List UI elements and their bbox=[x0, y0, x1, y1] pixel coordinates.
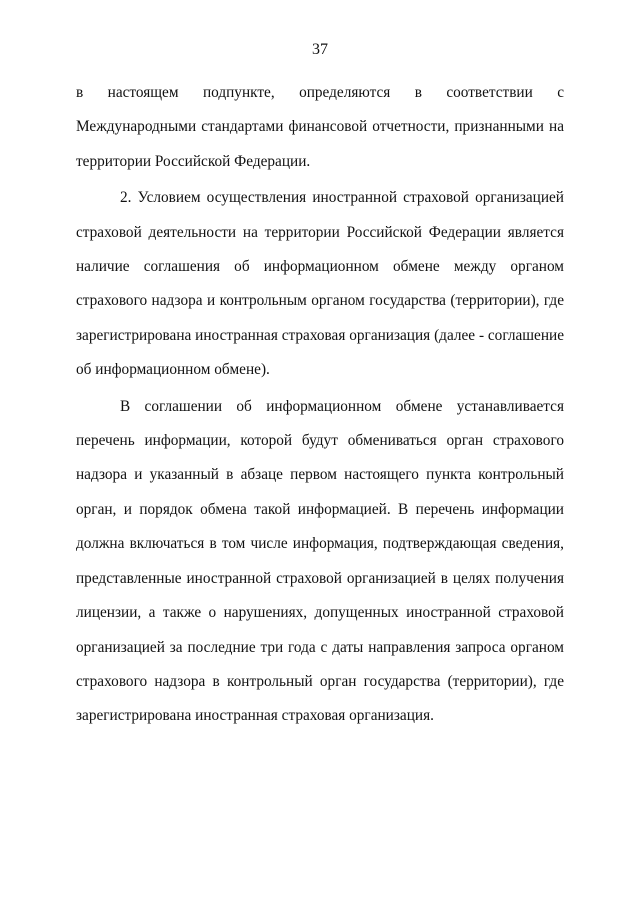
document-body bbox=[76, 76, 564, 734]
paragraph-continued: в настоящем подпункте, определяются в соответствии с Международными стандартами финансовой отчетности, признанными на территории Российской Федерации. bbox=[76, 84, 564, 170]
paragraph-item-2: 2. Условием осуществления иностранной страховой организацией страховой деятельности на территории Российской Федерации является наличие соглашения об информационном обмене между органом страхового надзора и контрольным органом государства (территории), где зарегистрирована иностранная страховая организация (далее - соглашение об информационном обмене). bbox=[76, 189, 564, 379]
page-number: 37 bbox=[312, 41, 328, 58]
paragraph-agreement: В соглашении об информационном обмене устанавливается перечень информации, которой будут обмениваться орган страхового надзора и указанный в абзаце первом настоящего пункта контрольный орган, и порядок обмена такой информацией. В перечень информации должна включаться в том числе информация, подтверждающая сведения, представленные иностранной страховой организацией в целях получения лицензии, а также о нарушениях, допущенных иностранной страховой организацией за последние три года с даты направления запроса органом страхового надзора в контрольный орган государства (территории), где зарегистрирована иностранная страховая организация. bbox=[76, 397, 564, 725]
